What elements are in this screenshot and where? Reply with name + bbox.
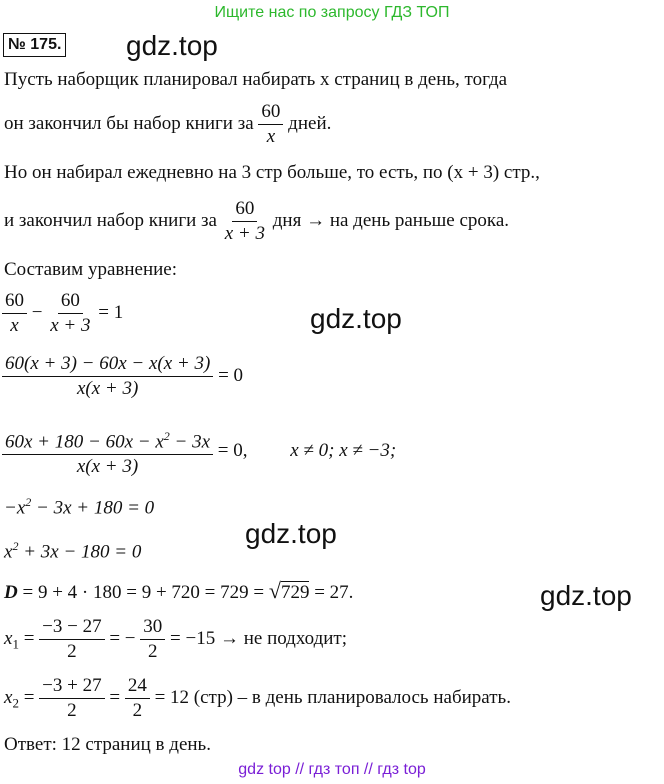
watermark: gdz.top bbox=[245, 518, 337, 549]
numerator: 30 bbox=[140, 615, 165, 640]
text-line-4 bbox=[4, 197, 509, 246]
discriminant-line bbox=[4, 579, 353, 605]
equation-1 bbox=[2, 289, 123, 338]
sqrt-sign: √ bbox=[268, 578, 281, 603]
numerator: 60 bbox=[58, 289, 83, 314]
problem-number: № 175. bbox=[3, 33, 66, 57]
eq-part: x bbox=[4, 541, 13, 563]
top-banner: Ищите нас по запросу ГДЗ ТОП bbox=[214, 4, 450, 21]
root-index: 2 bbox=[12, 695, 19, 711]
eq-sign: = bbox=[18, 627, 40, 649]
root-x2 bbox=[4, 674, 511, 723]
discriminant-result: = 27. bbox=[309, 582, 354, 603]
eq-part: = − bbox=[104, 627, 136, 649]
discriminant-symbol: D bbox=[4, 582, 18, 603]
denominator: x + 3 bbox=[224, 223, 265, 244]
denominator: 2 bbox=[132, 700, 143, 721]
eq-part: −x bbox=[4, 497, 26, 519]
line2-text: дней. bbox=[288, 112, 332, 134]
root-x1-tail: = −15 → не подходит; bbox=[165, 627, 347, 649]
answer-line: Ответ: 12 страниц в день. bbox=[4, 734, 211, 755]
rhs: = 0 bbox=[218, 364, 244, 386]
root-x2-tail: = 12 (стр) – в день планировалось набирать. bbox=[149, 686, 511, 708]
text-line-2 bbox=[4, 100, 331, 149]
operator: − bbox=[31, 301, 43, 323]
numerator: 60 bbox=[2, 289, 27, 314]
exponent: 2 bbox=[25, 495, 32, 509]
equation-4 bbox=[4, 490, 154, 520]
denominator: 2 bbox=[67, 700, 77, 721]
exponent: 2 bbox=[163, 429, 170, 443]
fraction bbox=[2, 289, 27, 338]
numerator bbox=[2, 424, 213, 455]
fraction bbox=[47, 289, 93, 338]
fraction bbox=[140, 615, 165, 664]
eq-part: = bbox=[104, 686, 125, 708]
rhs: = 0, bbox=[217, 440, 248, 462]
line4-text: и закончил набор книги за bbox=[4, 209, 217, 231]
numerator: −3 + 27 bbox=[39, 674, 104, 699]
fraction bbox=[258, 100, 283, 149]
line4-text: дня → на день раньше срока. bbox=[272, 209, 509, 231]
fraction bbox=[39, 615, 104, 664]
numerator: 60 bbox=[258, 100, 283, 125]
footer-watermark: gdz top // гдз топ // гдз top bbox=[238, 761, 426, 778]
rhs: = 1 bbox=[98, 301, 124, 323]
numerator: 60 bbox=[232, 197, 257, 222]
eq-part: − 3x + 180 = 0 bbox=[31, 497, 155, 519]
equation-2 bbox=[2, 352, 243, 401]
watermark: gdz.top bbox=[540, 580, 632, 611]
numerator: 60(x + 3) − 60x − x(x + 3) bbox=[2, 352, 213, 377]
denominator: x(x + 3) bbox=[76, 456, 139, 478]
denominator: 2 bbox=[67, 641, 77, 662]
denominator: x + 3 bbox=[50, 315, 91, 336]
equation-5 bbox=[4, 534, 141, 564]
equation-3 bbox=[2, 424, 396, 479]
text-line-3: Но он набирал ежедневно на 3 стр больше, то есть, по (x + 3) стр., bbox=[4, 162, 540, 183]
root-index: 1 bbox=[12, 636, 19, 652]
text-line-1: Пусть наборщик планировал набирать x страниц в день, тогда bbox=[4, 69, 508, 90]
exponent: 2 bbox=[12, 539, 19, 553]
discriminant-expr: = 9 + 4 · 180 = 9 + 720 = 729 = bbox=[17, 582, 269, 603]
sqrt-radicand: 729 bbox=[280, 582, 310, 603]
fraction bbox=[2, 424, 213, 479]
line2-text: он закончил бы набор книги за bbox=[4, 112, 254, 134]
denominator: x bbox=[266, 126, 276, 147]
denominator: 2 bbox=[148, 641, 158, 662]
numerator-part: 60x + 180 − 60x − x bbox=[5, 431, 164, 453]
fraction bbox=[39, 674, 104, 723]
denominator: x(x + 3) bbox=[76, 378, 139, 399]
fraction bbox=[2, 352, 213, 401]
numerator: −3 − 27 bbox=[39, 615, 104, 640]
fraction bbox=[125, 674, 150, 723]
eq-sign: = bbox=[18, 686, 40, 708]
domain-condition: x ≠ 0; x ≠ −3; bbox=[290, 440, 397, 462]
fraction bbox=[222, 197, 268, 246]
watermark: gdz.top bbox=[310, 303, 402, 334]
eq-part: + 3x − 180 = 0 bbox=[18, 541, 142, 563]
root-var: x bbox=[4, 627, 13, 649]
root-x1 bbox=[4, 615, 347, 664]
watermark: gdz.top bbox=[126, 30, 218, 61]
denominator: x bbox=[10, 315, 19, 336]
numerator: 24 bbox=[125, 674, 150, 699]
text-line-5: Составим уравнение: bbox=[4, 259, 178, 280]
numerator-part: − 3x bbox=[169, 431, 211, 453]
root-var: x bbox=[4, 686, 13, 708]
